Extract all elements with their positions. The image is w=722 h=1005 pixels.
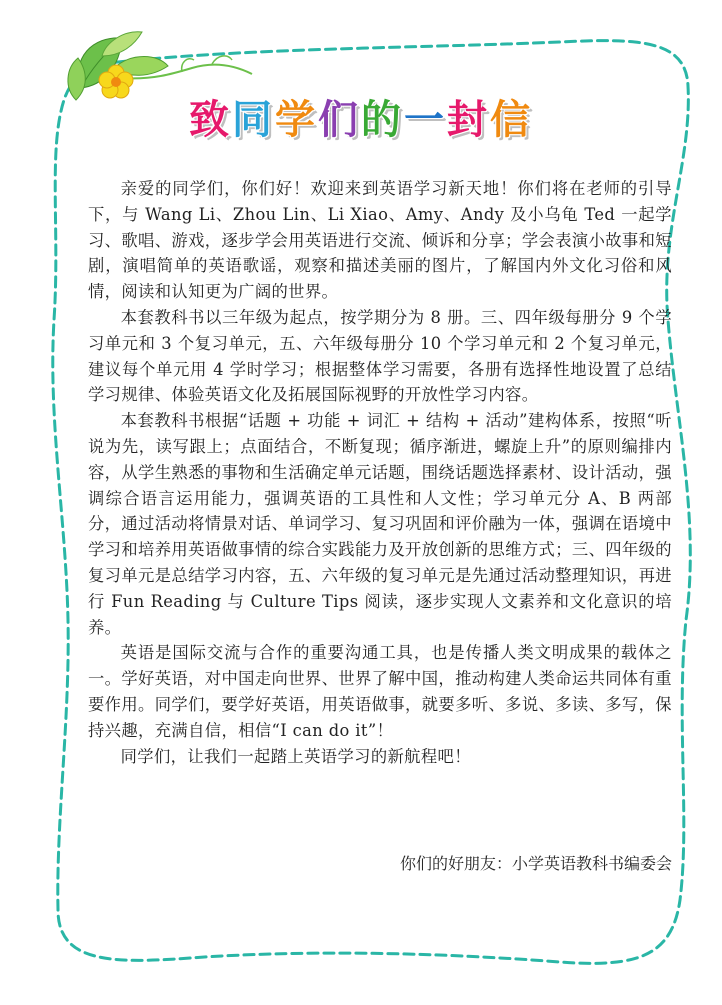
signature: 你们的好朋友：小学英语教科书编委会 xyxy=(399,854,672,873)
title-char: 同 xyxy=(232,97,275,143)
letter-body xyxy=(88,176,672,769)
title-char: 们 xyxy=(318,97,361,143)
paragraph: 英语是国际交流与合作的重要沟通工具，也是传播人类文明成果的载体之一。学好英语，对中国走向世界、世界了解中国，推动构建人类命运共同体有重要作用。同学们，要学好英语，用英语做事，就要多听、多说、多读、多写，保持兴趣，充满自信，相信“I can do it”！ xyxy=(88,643,672,740)
paragraph: 亲爱的同学们，你们好！欢迎来到英语学习新天地！你们将在老师的引导下，与 Wang Li、Zhou Lin、Li Xiao、Amy、Andy 及小乌龟 Ted 一起学习、歌唱、游戏，逐步学会用英语进行交流、倾诉和分享；学会表演小故事和短剧，演唱简单的英语歌谣，观察和描述美丽的图片，了解国内外文化习俗和风情，阅读和认知更为广阔的世界。 xyxy=(88,179,672,302)
title-char: 封 xyxy=(447,97,490,143)
title-char: 一 xyxy=(404,97,447,143)
title-char: 学 xyxy=(275,97,318,143)
title-char: 致 xyxy=(189,97,232,143)
paragraph: 本套教科书以三年级为起点，按学期分为 8 册。三、四年级每册分 9 个学习单元和 3 个复习单元，五、六年级每册分 10 个学习单元和 2 个复习单元，建议每个单元用 4 学时学习；根据整体学习需要，各册有选择性地设置了总结学习规律、体验英语文化及拓展国际视野的开放性学习内容。 xyxy=(88,307,672,405)
paragraph: 同学们，让我们一起踏上英语学习的新航程吧！ xyxy=(120,746,471,766)
title-char: 信 xyxy=(490,97,533,143)
title-char: 的 xyxy=(361,97,404,143)
paragraph: 本套教科书根据“话题 + 功能 + 词汇 + 结构 + 活动”建构体系，按照“听说为先，读写跟上；点面结合，不断复现；循序渐进，螺旋上升”的原则编排内容，从学生熟悉的事物和生活确定单元话题，围绕话题选择素材、设计活动，强调综合语言运用能力，强调英语的工具性和人文性；学习单元分 A、B 两部分，通过活动将情景对话、单词学习、复习巩固和评价融为一体，强调在语境中学习和培养用英语做事情的综合实践能力及开放创新的思维方式；三、四年级的复习单元是总结学习内容，五、六年级的复习单元是先通过活动整理知识，再进行 Fun Reading 与 Culture Tips 阅读，逐步实现人文素养和文化意识的培养。 xyxy=(88,411,672,637)
page-title xyxy=(0,96,722,144)
